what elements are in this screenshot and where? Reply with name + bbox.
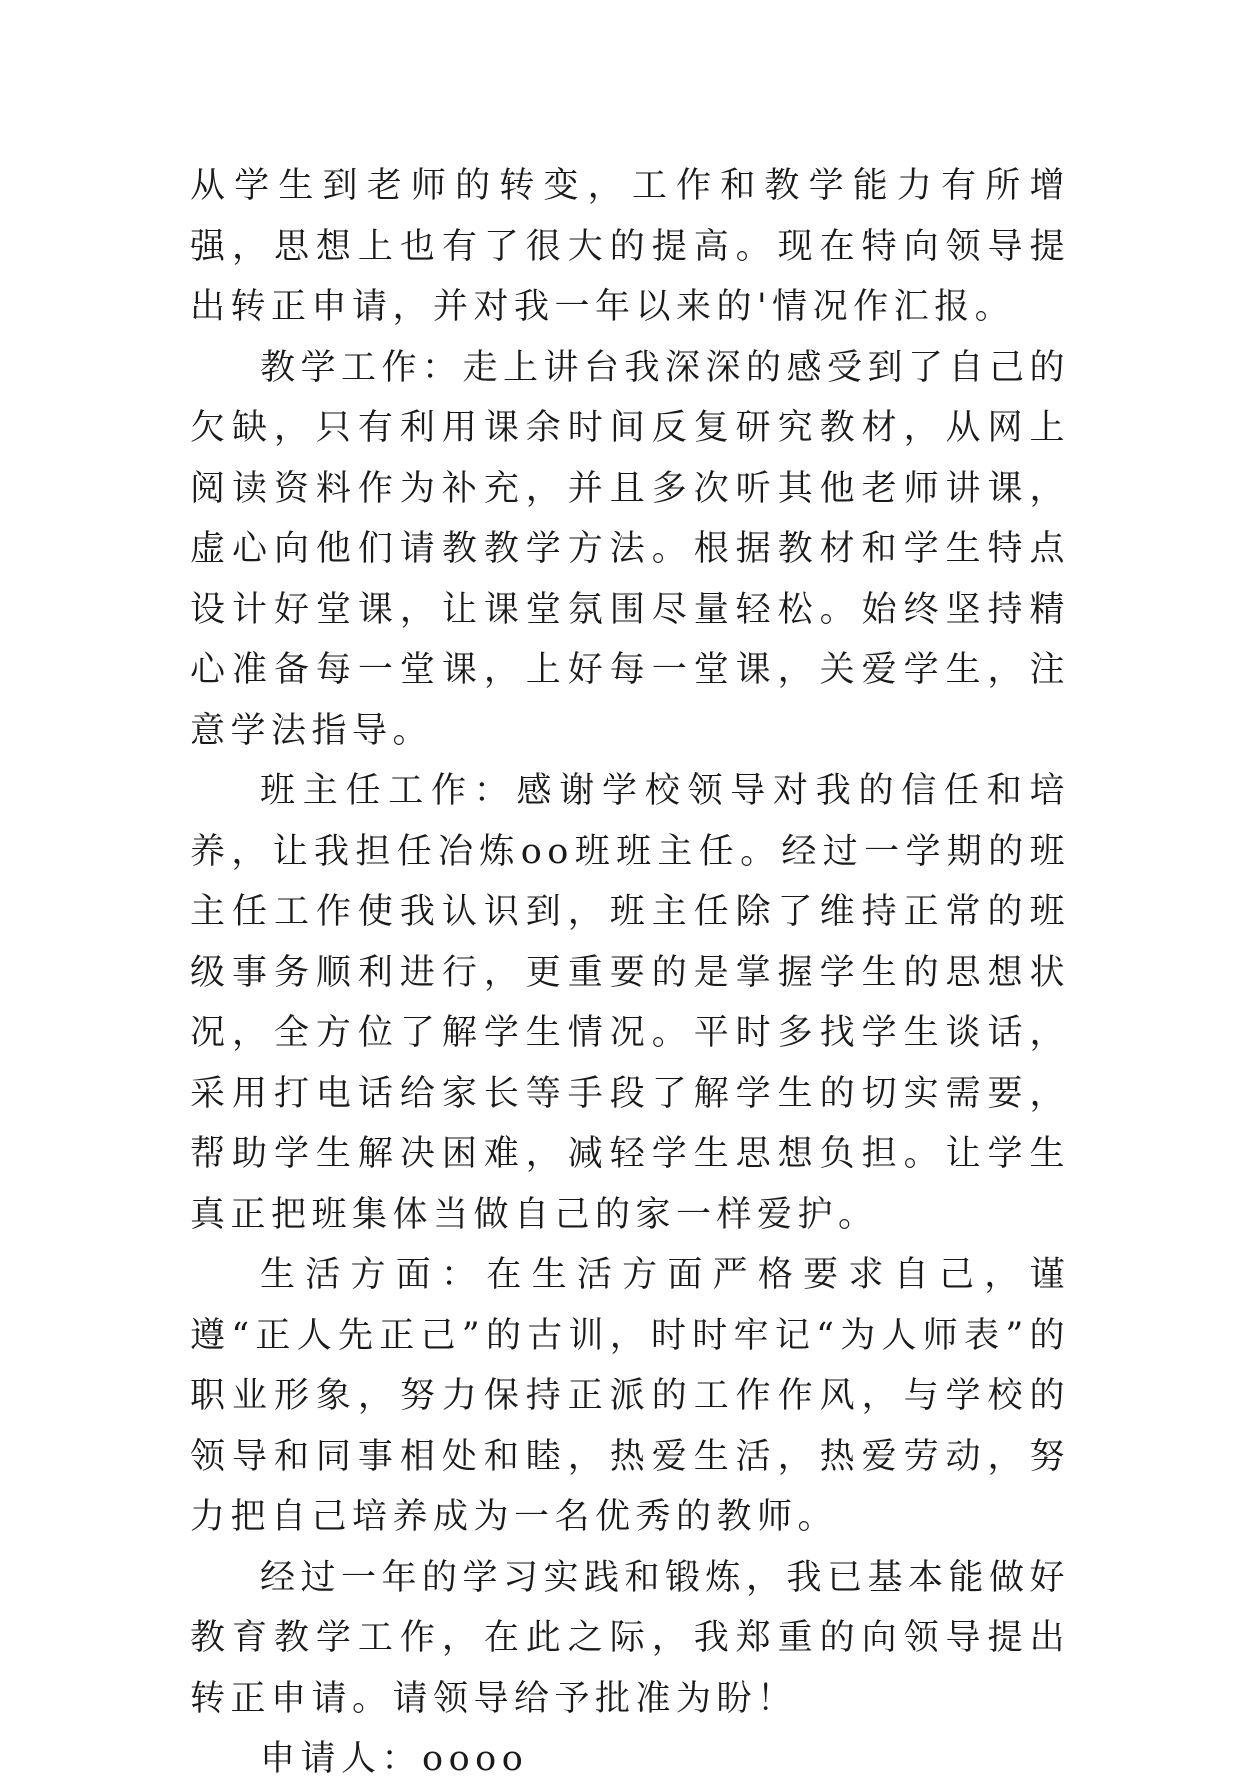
document-page bbox=[190, 156, 1070, 1790]
paragraph-conclusion: 经过一年的学习实践和锻炼，我已基本能做好教育教学工作，在此之际，我郑重的向领导提出转正申请。请领导给予批准为盼！ bbox=[190, 1557, 1071, 1719]
paragraph-intro-continued: 从学生到老师的转变，工作和教学能力有所增强，思想上也有了很大的提高。现在特向领导提出转正申请，并对我一年以来的'情况作汇报。 bbox=[190, 166, 1070, 327]
paragraph-class-teacher-work: 班主任工作：感谢学校领导对我的信任和培养，让我担任冶炼oo班班主任。经过一学期的班主任工作使我认识到，班主任除了维持正常的班级事务顺利进行，更重要的是掌握学生的思想状况，全方位了解学生情况。平时多找学生谈话，采用打电话给家长等手段了解学生的切实需要，帮助学生解决困难，减轻学生思想负担。让学生真正把班集体当做自己的家一样爱护。 bbox=[190, 771, 1070, 1235]
applicant-signature: 申请人：oooo bbox=[260, 1739, 529, 1779]
paragraph-teaching-work: 教学工作：走上讲台我深深的感受到了自己的欠缺，只有利用课余时间反复研究教材，从网上阅读资料作为补充，并且多次听其他老师讲课，虚心向他们请教教学方法。根据教材和学生特点设计好堂课，让课堂氛围尽量轻松。始终坚持精心准备每一堂课，上好每一堂课，关爱学生，注意学法指导。 bbox=[190, 347, 1071, 751]
paragraph-daily-life: 生活方面：在生活方面严格要求自己，谨遵“正人先正己”的古训，时时牢记“为人师表”的职业形象，努力保持正派的工作作风，与学校的领导和同事相处和睦，热爱生活，热爱劳动，努力把自己培养成为一名优秀的教师。 bbox=[190, 1255, 1070, 1537]
